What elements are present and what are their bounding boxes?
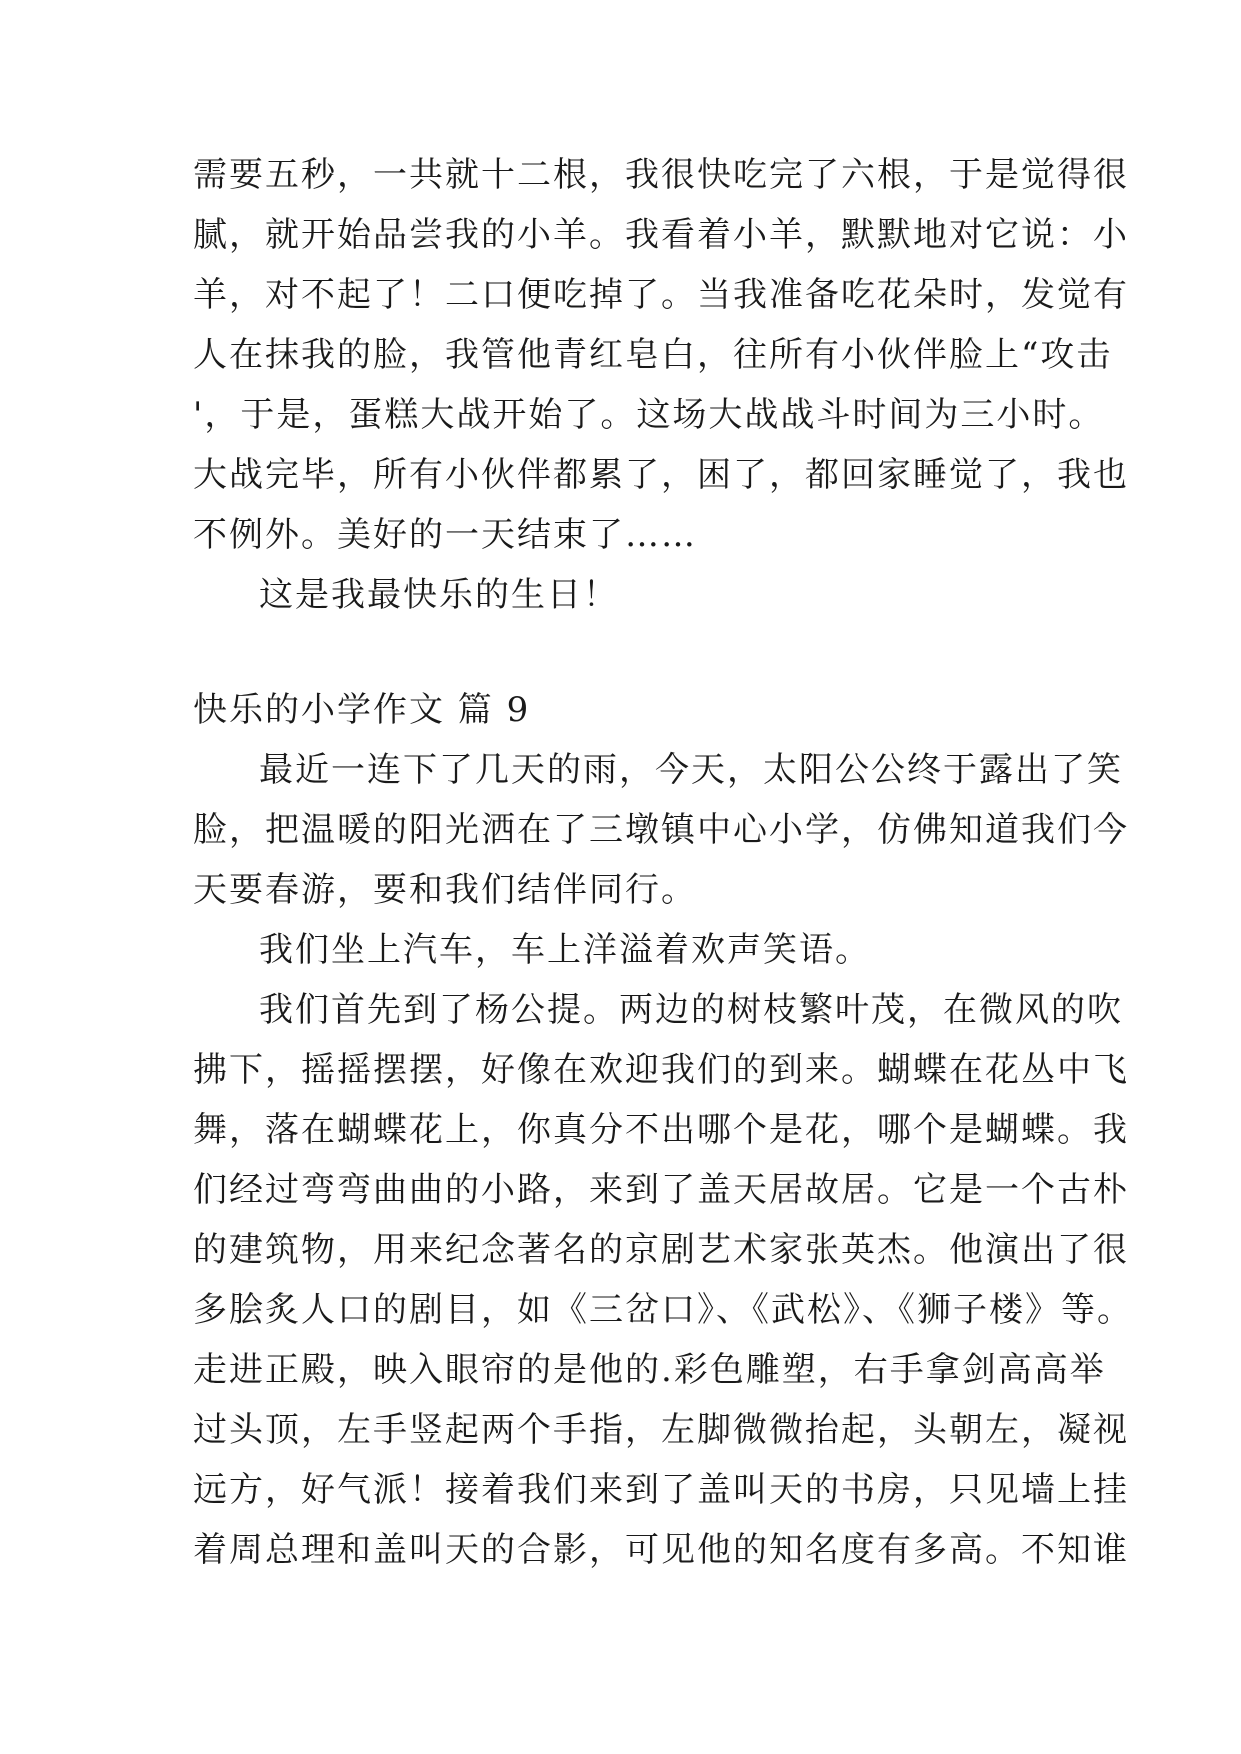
paragraph-1: [193, 740, 1129, 920]
text-line: 们经过弯弯曲曲的小路，来到了盖天居故居。它是一个古朴: [193, 1170, 1129, 1210]
paragraph-3: [193, 980, 1133, 1580]
section-heading: 快乐的小学作文 篇 9: [193, 690, 531, 730]
text-line: 着周总理和盖叫天的合影，可见他的知名度有多高。不知谁: [193, 1530, 1129, 1570]
previous-essay-ending: [193, 145, 1129, 625]
paragraph-2: [193, 920, 1073, 980]
text-line: '，于是，蛋糕大战开始了。这场大战战斗时间为三小时。: [193, 395, 1105, 435]
closing-sentence: 这是我最快乐的生日！: [259, 575, 619, 615]
text-line: 拂下，摇摇摆摆，好像在欢迎我们的到来。蝴蝶在花丛中飞: [193, 1050, 1129, 1090]
text-line: 舞，落在蝴蝶花上，你真分不出哪个是花，哪个是蝴蝶。我: [193, 1110, 1129, 1150]
text-line: 需要五秒，一共就十二根，我很快吃完了六根，于是觉得很: [193, 155, 1129, 195]
text-line: 我们坐上汽车，车上洋溢着欢声笑语。: [259, 930, 871, 970]
text-line: 腻，就开始品尝我的小羊。我看着小羊，默默地对它说：小: [193, 215, 1129, 255]
text-line: 的建筑物，用来纪念著名的京剧艺术家张英杰。他演出了很: [193, 1230, 1129, 1270]
text-line: 羊，对不起了！二口便吃掉了。当我准备吃花朵时，发觉有: [193, 275, 1129, 315]
text-line: 我们首先到了杨公提。两边的树枝繁叶茂，在微风的吹: [259, 990, 1123, 1030]
text-line: 走进正殿，映入眼帘的是他的.彩色雕塑，右手拿剑高高举: [193, 1350, 1106, 1390]
text-line: 最近一连下了几天的雨，今天，太阳公公终于露出了笑: [259, 750, 1123, 790]
essay-section-9: [193, 680, 1133, 1580]
text-line: 过头顶，左手竖起两个手指，左脚微微抬起，头朝左，凝视: [193, 1410, 1129, 1450]
text-line: 远方，好气派！接着我们来到了盖叫天的书房，只见墙上挂: [193, 1470, 1129, 1510]
text-line: 人在抹我的脸，我管他青红皂白，往所有小伙伴脸上“攻击: [193, 335, 1113, 375]
text-line: 脸，把温暖的阳光洒在了三墩镇中心小学，仿佛知道我们今: [193, 810, 1129, 850]
text-line: 不例外。美好的一天结束了……: [193, 515, 697, 555]
text-line: 大战完毕，所有小伙伴都累了，困了，都回家睡觉了，我也: [193, 455, 1129, 495]
text-line: 天要春游，要和我们结伴同行。: [193, 870, 697, 910]
text-line: 多脍炙人口的剧目，如《三岔口》、《武松》、《狮子楼》等。: [193, 1290, 1133, 1330]
